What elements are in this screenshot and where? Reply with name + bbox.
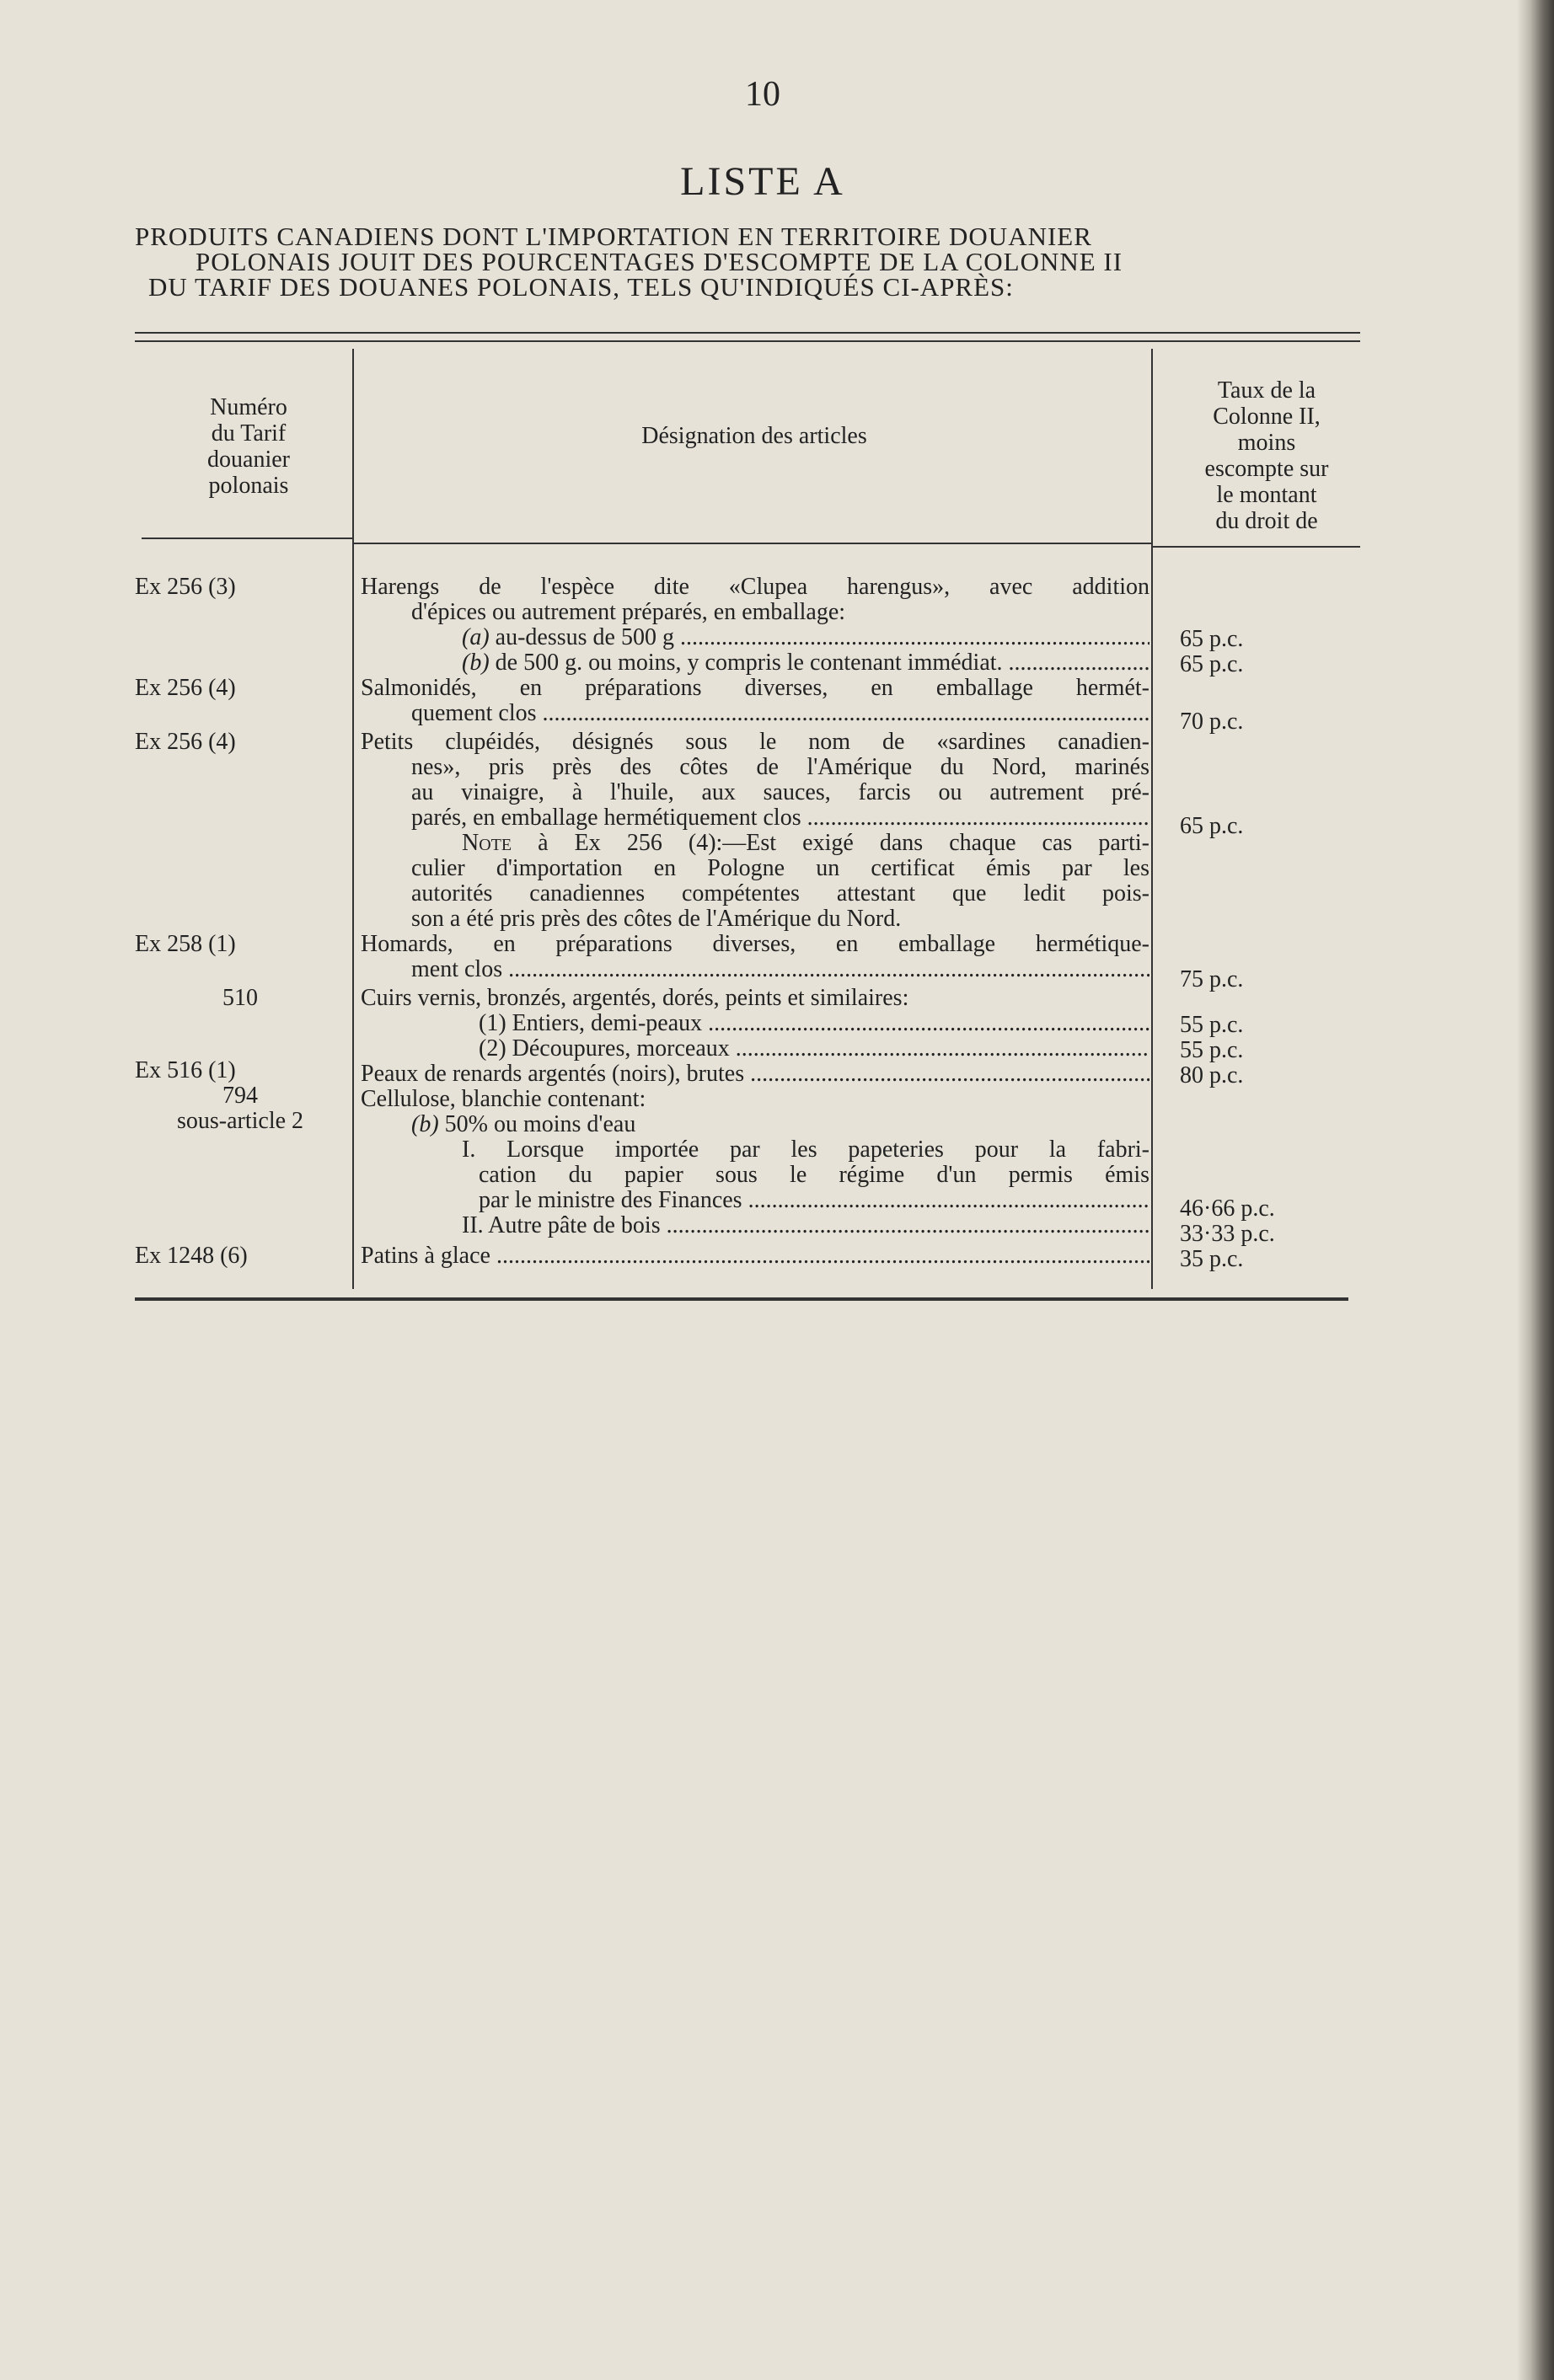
top-rule-2 — [135, 340, 1360, 342]
column-divider-1 — [352, 349, 354, 1289]
table-row-description: Peaux de renards argentés (noirs), brutes ..... — [361, 1062, 1149, 1087]
table-row-number: Ex 256 (4) — [135, 729, 236, 755]
header-rule-1 — [142, 538, 352, 539]
header-rule-2 — [354, 543, 1151, 544]
header-rate: Taux de la Colonne II, moins escompte sur le montant du droit de — [1204, 377, 1329, 534]
header-tariff-number: Numéro du Tarif douanier polonais — [207, 394, 290, 499]
table-row-description: Harengs de l'espèce dite «Clupea harengus», avec addition d'épices ou autrement préparés, en emballage: (a) au-dessus de 500 g ..... (b) de 500 g. ou moins, y compris le contenant immédiat. ..... — [361, 575, 1149, 676]
table-row-rate: 55 p.c. — [1180, 1037, 1244, 1063]
heading-line-2: POLONAIS JOUIT DES POURCENTAGES D'ESCOMPTE DE LA COLONNE II — [196, 247, 1123, 276]
table-row-number: 794 sous-article 2 — [176, 1083, 304, 1134]
table-row-description: Cuirs vernis, bronzés, argentés, dorés, peints et similaires: (1) Entiers, demi-peaux ..... (2) Découpures, morceaux ..... — [361, 986, 1149, 1062]
header-rule-3 — [1153, 546, 1360, 548]
table-row-rate: 75 p.c. — [1180, 966, 1244, 992]
table-row-number: Ex 1248 (6) — [135, 1243, 248, 1269]
bottom-rule — [135, 1297, 1348, 1301]
table-row-rate: 70 p.c. — [1180, 709, 1244, 735]
table-row-description: Patins à glace ..... — [361, 1243, 1149, 1269]
page-edge-shadow — [1517, 0, 1554, 2380]
top-rule-1 — [135, 332, 1360, 334]
table-row-rate: 33·33 p.c. — [1180, 1221, 1275, 1247]
table-row-rate: 65 p.c. — [1180, 626, 1244, 652]
table-row-description: Salmonidés, en préparations diverses, en emballage hermét- quement clos ..... — [361, 676, 1149, 726]
table-row-rate: 55 p.c. — [1180, 1012, 1244, 1038]
table-row-description: Petits clupéidés, désignés sous le nom de «sardines canadien- nes», pris près des côtes de l'Amérique du Nord, marinés au vinaigre, à l'huile, aux sauces, farcis ou autrement pré- parés, en emballage hermétiquement clos ..... Note à Ex 256 (4):—Est exigé dans chaque cas parti- culier d'importation en Pologne un certificat émis par les autorités canadiennes compétentes attestant que ledit pois- son a été pris près des côtes de l'Amérique du Nord. — [361, 730, 1149, 932]
header-designation: Désignation des articles — [641, 423, 867, 449]
table-row-rate: 65 p.c. — [1180, 813, 1244, 839]
table-row-number: 510 — [222, 985, 258, 1011]
list-title: LISTE A — [680, 159, 845, 204]
heading-line-3: DU TARIF DES DOUANES POLONAIS, TELS QU'INDIQUÉS CI-APRÈS: — [148, 272, 1014, 302]
table-row-rate: 46·66 p.c. — [1180, 1195, 1275, 1222]
page-number: 10 — [745, 75, 780, 114]
list-heading — [135, 224, 1365, 300]
table-row-number: Ex 256 (4) — [135, 675, 236, 701]
table-row-description: Cellulose, blanchie contenant: (b) 50% ou moins d'eau I. Lorsque importée par les papeteries pour la fabri- cation du papier sous le régime d'un permis émis par le ministre des Finances ..... II. Autre pâte de bois ..... — [361, 1087, 1149, 1238]
table-row-rate: 35 p.c. — [1180, 1246, 1244, 1272]
table-row-rate: 65 p.c. — [1180, 651, 1244, 677]
table-row-description: Homards, en préparations diverses, en emballage hermétique- ment clos ..... — [361, 932, 1149, 982]
table-row-rate: 80 p.c. — [1180, 1062, 1244, 1088]
table-row-number: Ex 516 (1) — [135, 1057, 236, 1083]
heading-line-1: PRODUITS CANADIENS DONT L'IMPORTATION EN TERRITOIRE DOUANIER — [135, 222, 1092, 251]
column-divider-2 — [1151, 349, 1153, 1289]
table-row-number: Ex 256 (3) — [135, 574, 236, 600]
table-row-number: Ex 258 (1) — [135, 931, 236, 957]
